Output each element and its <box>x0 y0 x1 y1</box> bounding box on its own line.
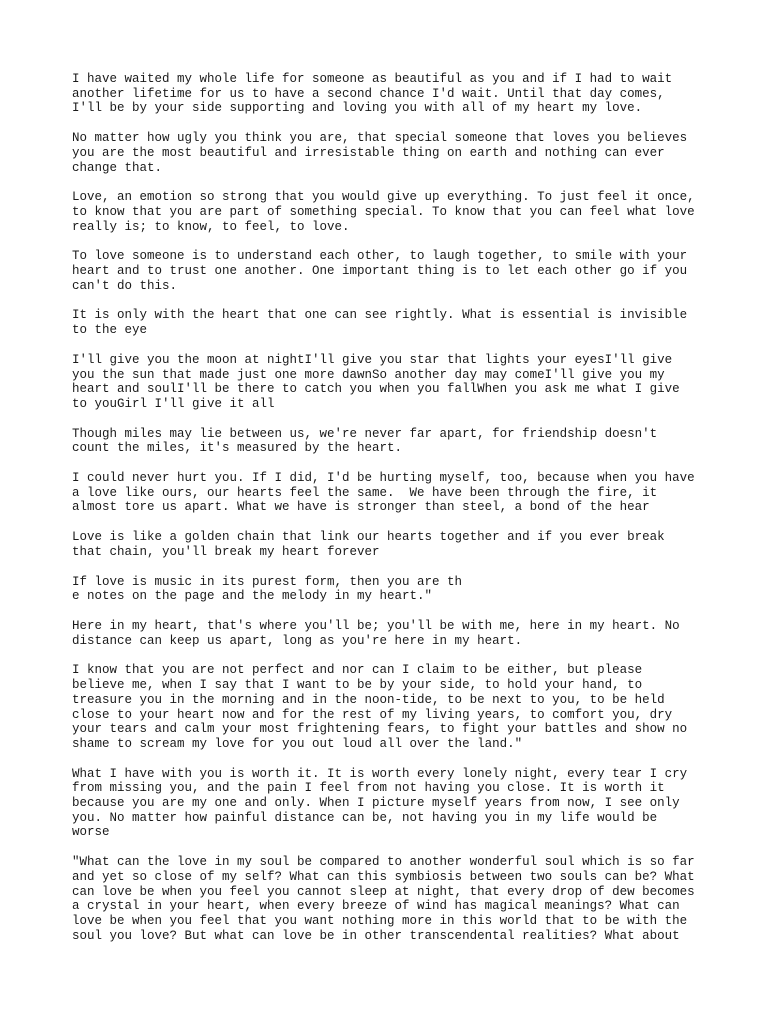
paragraph-8: I could never hurt you. If I did, I'd be hurting myself, too, because when you have a love like ours, our hearts feel the same. We have been through the fire, it almost tore us apart. What we have is stronger than steel, a bond of the hear <box>72 471 695 515</box>
paragraph-3: Love, an emotion so strong that you would give up everything. To just feel it once, to know that you are part of something special. To know that you can feel what love really is; to know, to feel, to love. <box>72 190 695 234</box>
document-page <box>72 72 712 943</box>
paragraph-2: No matter how ugly you think you are, that special someone that loves you believes you are the most beautiful and irresistable thing on earth and nothing can ever change that. <box>72 131 688 175</box>
paragraph-10: If love is music in its purest form, then you are th e notes on the page and the melody in my heart." <box>72 574 463 604</box>
paragraph-14: "What can the love in my soul be compared to another wonderful soul which is so far and yet so close of my self? What can this symbiosis between two souls can be? What can love be when you feel you cannot sleep at night, that every drop of dew becomes a crystal in your heart, when every breeze of wind has magical meanings? What can love be when you feel that you want nothing more in this world that to be with the soul you love? But what can love be in other transcendental realities? What about <box>72 855 695 943</box>
paragraph-4: To love someone is to understand each other, to laugh together, to smile with your heart and to trust one another. One important thing is to let each other go if you can't do this. <box>72 249 688 293</box>
paragraph-13: What I have with you is worth it. It is worth every lonely night, every tear I cry from missing you, and the pain I feel from not having you close. It is worth it because you are my one and only. When I picture myself years from now, I see only you. No matter how painful distance can be, not having you in my life would be worse <box>72 766 688 840</box>
paragraph-5: It is only with the heart that one can see rightly. What is essential is invisible to the eye <box>72 308 688 338</box>
paragraph-9: Love is like a golden chain that link our hearts together and if you ever break that chain, you'll break my heart forever <box>72 530 665 559</box>
paragraph-11: Here in my heart, that's where you'll be; you'll be with me, here in my heart. No distance can keep us apart, long as you're here in my heart. <box>72 618 680 648</box>
paragraph-1: I have waited my whole life for someone as beautiful as you and if I had to wait another lifetime for us to have a second chance I'd wait. Until that day comes, I'll be by your side supporting and loving you with all of my heart my love. <box>72 72 673 116</box>
paragraph-12: I know that you are not perfect and nor can I claim to be either, but please believe me, when I say that I want to be by your side, to hold your hand, to treasure you in the morning and in the noon-tide, to be next to you, to be held close to your heart now and for the rest of my living years, to comfort you, dry your tears and calm your most frightening fears, to fight your battles and show no shame to scream my love for you out loud all over the land." <box>72 663 688 751</box>
paragraph-7: Though miles may lie between us, we're never far apart, for friendship doesn't count the miles, it's measured by the heart. <box>72 426 658 456</box>
paragraph-6: I'll give you the moon at nightI'll give you star that lights your eyesI'll give you the sun that made just one more dawnSo another day may comeI'll give you my heart and soulI'll be there to catch you when you fallWhen you ask me what I give to youGirl I'll give it all <box>72 352 680 411</box>
